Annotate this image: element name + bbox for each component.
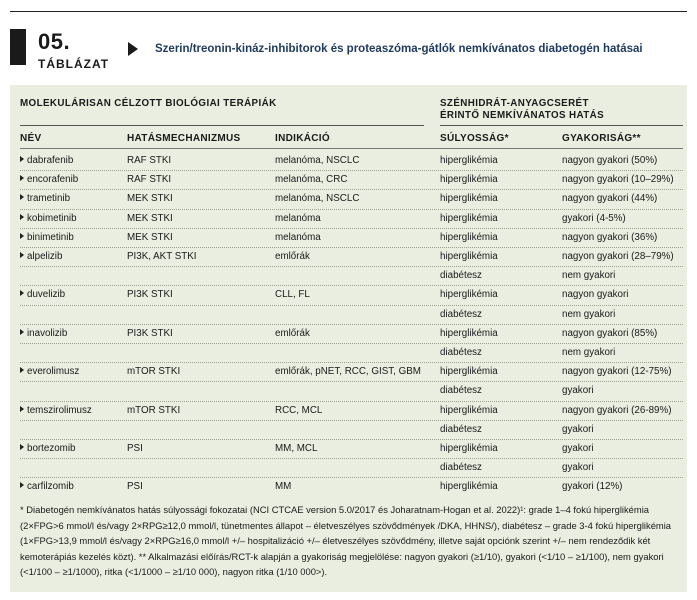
cell-mechanism-text: MEK STKI <box>127 212 173 224</box>
row-divider <box>20 209 683 210</box>
cell-name <box>20 366 79 378</box>
cell-severity-text: hiperglikémia <box>440 443 498 454</box>
cell-indication-text: CLL, FL <box>275 289 310 301</box>
cell-severity <box>440 213 498 225</box>
cell-frequency <box>562 309 615 321</box>
cell-indication <box>275 174 347 186</box>
cell-frequency-text: nagyon gyakori (85%) <box>562 327 658 339</box>
cell-severity <box>440 193 498 205</box>
section-left-heading: MOLEKULÁRISAN CÉLZOTT BIOLÓGIAI TERÁPIÁK <box>20 98 277 109</box>
cell-indication-text: emlőrák <box>275 251 310 262</box>
cell-indication <box>275 328 310 340</box>
cell-severity <box>440 424 482 436</box>
row-divider <box>20 343 683 344</box>
row-divider <box>20 477 683 478</box>
cell-indication-text: emlőrák <box>275 327 310 339</box>
cell-indication <box>275 232 321 244</box>
bullet-triangle-icon <box>20 252 24 258</box>
cell-indication <box>275 481 291 493</box>
cell-name <box>20 193 70 205</box>
cell-name-text: temszirolimusz <box>27 404 92 416</box>
cell-indication <box>275 251 310 263</box>
cell-severity-text: diabétesz <box>440 270 482 282</box>
cell-frequency-text: nagyon gyakori <box>562 289 629 301</box>
top-rule <box>10 11 687 12</box>
cell-indication <box>275 289 310 301</box>
cell-name-text: carfilzomib <box>27 481 74 493</box>
col-header-frequency: GYAKORISÁG** <box>562 133 641 144</box>
cell-indication <box>275 366 421 378</box>
cell-frequency-text: gyakori <box>562 443 594 454</box>
cell-mechanism <box>127 328 173 340</box>
cell-mechanism <box>127 251 197 263</box>
cell-frequency <box>562 385 594 397</box>
cell-severity <box>440 174 498 186</box>
col-header-name: NÉV <box>20 133 42 144</box>
cell-name <box>20 481 74 493</box>
cell-severity <box>440 309 482 321</box>
row-divider <box>20 266 683 267</box>
cell-indication <box>275 193 359 205</box>
cell-name <box>20 443 75 455</box>
cell-name-text: trametinib <box>27 193 71 205</box>
cell-severity <box>440 366 498 378</box>
cell-severity <box>440 232 498 244</box>
bullet-triangle-icon <box>20 482 24 488</box>
cell-severity-text: hiperglikémia <box>440 366 498 378</box>
row-divider <box>20 228 683 229</box>
cell-severity <box>440 155 498 167</box>
cell-severity-text: hiperglikémia <box>440 212 498 224</box>
cell-name-text: binimetinib <box>27 231 74 243</box>
cell-frequency-text: nem gyakori <box>562 308 616 320</box>
cell-mechanism-text: mTOR STKI <box>127 404 181 416</box>
cell-mechanism <box>127 366 180 378</box>
row-divider <box>20 420 683 421</box>
cell-indication-text: RCC, MCL <box>275 404 323 416</box>
cell-name <box>20 328 67 340</box>
cell-name <box>20 251 62 263</box>
cell-name-text: alpelizib <box>27 251 63 262</box>
cell-severity <box>440 481 498 493</box>
cell-mechanism <box>127 405 180 417</box>
cell-frequency <box>562 328 657 340</box>
cell-severity-text: hiperglikémia <box>440 231 498 243</box>
cell-mechanism <box>127 174 171 186</box>
cell-severity-text: hiperglikémia <box>440 155 498 166</box>
section-left-rule <box>20 125 424 126</box>
cell-frequency-text: nagyon gyakori (36%) <box>562 231 658 243</box>
cell-frequency-text: nagyon gyakori (28–79%) <box>562 251 674 262</box>
caption-arrow-icon <box>128 42 138 56</box>
bullet-triangle-icon <box>20 290 24 296</box>
cell-indication-text: melanóma, NSCLC <box>275 193 360 205</box>
cell-severity-text: diabétesz <box>440 462 482 474</box>
cell-mechanism <box>127 213 173 225</box>
row-divider <box>20 247 683 248</box>
bullet-triangle-icon <box>20 156 24 162</box>
cell-frequency <box>562 174 674 186</box>
row-divider <box>20 362 683 363</box>
table-number-bar <box>10 29 26 65</box>
bullet-triangle-icon <box>20 406 24 412</box>
cell-mechanism <box>127 289 173 301</box>
cell-mechanism-text: RAF STKI <box>127 155 172 166</box>
bullet-triangle-icon <box>20 367 24 373</box>
cell-mechanism <box>127 443 143 455</box>
cell-name-text: encorafenib <box>27 174 79 186</box>
cell-mechanism-text: PI3K STKI <box>127 327 173 339</box>
footnote: * Diabetogén nemkívánatos hatás súlyossági fokozatai (NCI CTCAE version 5.0/2017 és Joharatnam-Hogan et al. 2022)¹: grade 1–4 fokú hiperglikémia (2×FPG>6 mmol/l és/vagy 2×RPG≥12,0 mmol/l, tünetmentes állapot – életveszélyes szövődmények /DKA, HHNS/), diabétesz – grade 3-4 fokú hiperglikémia (1×FPG>13,9 mmol/l és/vagy 2×RPG≥16,0 mmol/l +/– hospitalizáció +/– életveszélyes szövődmény, illetve saját opciónk szerint +/– nem rendeződik két kemoterápiás kezelés közt). ** Alkalmazási előírás/RCT-k alapján a gyakoriság megjelölése: nagyon gyakori (≥1/10), gyakori (<1/10 – ≥1/100), nem gyakori (<1/100 – ≥1/1000), ritka (<1/1000 – ≥1/10 000), nagyon ritka (1/10 000>). <box>20 504 672 577</box>
cell-frequency <box>562 405 671 417</box>
cell-severity-text: diabétesz <box>440 347 482 358</box>
cell-indication <box>275 405 322 417</box>
cell-frequency <box>562 462 594 474</box>
cell-name <box>20 289 65 301</box>
cell-severity-text: hiperglikémia <box>440 404 498 416</box>
cell-mechanism <box>127 193 173 205</box>
cell-mechanism <box>127 232 173 244</box>
row-divider <box>20 305 683 306</box>
col-header-indication: INDIKÁCIÓ <box>275 133 330 144</box>
table-label: TÁBLÁZAT <box>38 57 110 71</box>
cell-frequency-text: nagyon gyakori (26-89%) <box>562 404 672 416</box>
cell-mechanism-text: PSI <box>127 481 143 493</box>
cell-severity <box>440 347 482 359</box>
cell-name-text: bortezomib <box>27 443 76 454</box>
cell-mechanism-text: PSI <box>127 443 143 454</box>
section-right-heading-line2: ÉRINTŐ NEMKÍVÁNATOS HATÁS <box>440 110 605 121</box>
cell-indication <box>275 213 321 225</box>
cell-frequency <box>562 289 628 301</box>
bullet-triangle-icon <box>20 233 24 239</box>
table-number: 05. <box>38 29 71 54</box>
cell-frequency-text: nagyon gyakori (12-75%) <box>562 366 672 378</box>
cell-mechanism-text: mTOR STKI <box>127 366 181 378</box>
cell-mechanism-text: PI3K STKI <box>127 289 173 301</box>
bullet-triangle-icon <box>20 329 24 335</box>
cell-indication-text: melanóma <box>275 212 321 224</box>
cell-name <box>20 232 74 244</box>
cell-mechanism-text: MEK STKI <box>127 231 173 243</box>
cell-indication-text: MM, MCL <box>275 443 318 454</box>
cell-severity <box>440 385 482 397</box>
cell-indication-text: melanóma, NSCLC <box>275 155 360 166</box>
cell-mechanism <box>127 155 171 167</box>
bullet-triangle-icon <box>20 214 24 220</box>
cell-frequency <box>562 193 657 205</box>
cell-severity-text: diabétesz <box>440 308 482 320</box>
cell-name-text: dabrafenib <box>27 155 74 166</box>
cell-indication-text: melanóma, CRC <box>275 174 348 186</box>
cell-name <box>20 405 92 417</box>
row-divider <box>20 170 683 171</box>
cell-indication-text: MM <box>275 481 292 493</box>
cell-severity-text: hiperglikémia <box>440 289 498 301</box>
row-divider <box>20 439 683 440</box>
cell-frequency-text: gyakori (4-5%) <box>562 212 626 224</box>
section-right-rule <box>440 125 683 126</box>
table-panel <box>10 85 687 592</box>
cell-severity-text: diabétesz <box>440 423 482 435</box>
bullet-triangle-icon <box>20 444 24 450</box>
row-divider <box>20 189 683 190</box>
cell-frequency <box>562 232 657 244</box>
row-divider <box>20 401 683 402</box>
cell-frequency <box>562 270 615 282</box>
cell-frequency <box>562 213 626 225</box>
row-divider <box>20 324 683 325</box>
row-divider <box>20 458 683 459</box>
cell-severity <box>440 289 498 301</box>
cell-frequency-text: nem gyakori <box>562 347 616 358</box>
cell-name <box>20 155 73 167</box>
bullet-triangle-icon <box>20 175 24 181</box>
cell-name <box>20 213 77 225</box>
cell-severity <box>440 443 498 455</box>
cell-name-text: everolimusz <box>27 366 80 378</box>
cell-severity <box>440 251 498 263</box>
cell-frequency-text: nem gyakori <box>562 270 616 282</box>
cell-frequency-text: nagyon gyakori (50%) <box>562 155 658 166</box>
cell-name-text: kobimetinib <box>27 212 77 224</box>
cell-severity-text: hiperglikémia <box>440 327 498 339</box>
cell-mechanism-text: MEK STKI <box>127 193 173 205</box>
cell-frequency <box>562 481 622 493</box>
cell-frequency-text: gyakori <box>562 423 594 435</box>
cell-severity <box>440 328 498 340</box>
cell-frequency-text: gyakori (12%) <box>562 481 623 493</box>
cell-severity <box>440 270 482 282</box>
cell-name-text: duvelizib <box>27 289 66 301</box>
bullet-triangle-icon <box>20 194 24 200</box>
cell-frequency <box>562 424 594 436</box>
section-right-heading-line1: SZÉNHIDRÁT-ANYAGCSERÉT <box>440 98 589 109</box>
cell-frequency-text: gyakori <box>562 385 594 397</box>
cell-frequency <box>562 155 657 167</box>
table-caption: Szerin/treonin-kináz-inhibitorok és proteaszóma-gátlók nemkívánatos diabetogén hatásai <box>155 43 643 55</box>
cell-severity-text: hiperglikémia <box>440 481 498 493</box>
cell-severity-text: diabétesz <box>440 385 482 397</box>
cell-name <box>20 174 78 186</box>
row-divider <box>20 381 683 382</box>
cell-mechanism-text: RAF STKI <box>127 174 172 186</box>
row-divider <box>20 285 683 286</box>
col-header-mechanism: HATÁSMECHANIZMUS <box>127 133 241 144</box>
cell-severity-text: hiperglikémia <box>440 174 498 186</box>
cell-frequency <box>562 366 671 378</box>
cell-frequency-text: gyakori <box>562 462 594 474</box>
cell-indication-text: emlőrák, pNET, RCC, GIST, GBM <box>275 366 421 378</box>
cell-indication-text: melanóma <box>275 231 321 243</box>
cell-frequency-text: nagyon gyakori (44%) <box>562 193 658 205</box>
cell-frequency-text: nagyon gyakori (10–29%) <box>562 174 674 186</box>
cell-indication <box>275 155 359 167</box>
cell-severity-text: hiperglikémia <box>440 193 498 205</box>
cell-frequency <box>562 251 674 263</box>
cell-severity <box>440 405 498 417</box>
col-header-severity: SÚLYOSSÁG* <box>440 133 509 144</box>
cell-frequency <box>562 443 594 455</box>
header-rule <box>20 148 683 149</box>
cell-mechanism-text: PI3K, AKT STKI <box>127 251 197 262</box>
cell-severity <box>440 462 482 474</box>
cell-mechanism <box>127 481 143 493</box>
cell-severity-text: hiperglikémia <box>440 251 498 262</box>
cell-frequency <box>562 347 615 359</box>
cell-name-text: inavolizib <box>27 327 68 339</box>
cell-indication <box>275 443 317 455</box>
